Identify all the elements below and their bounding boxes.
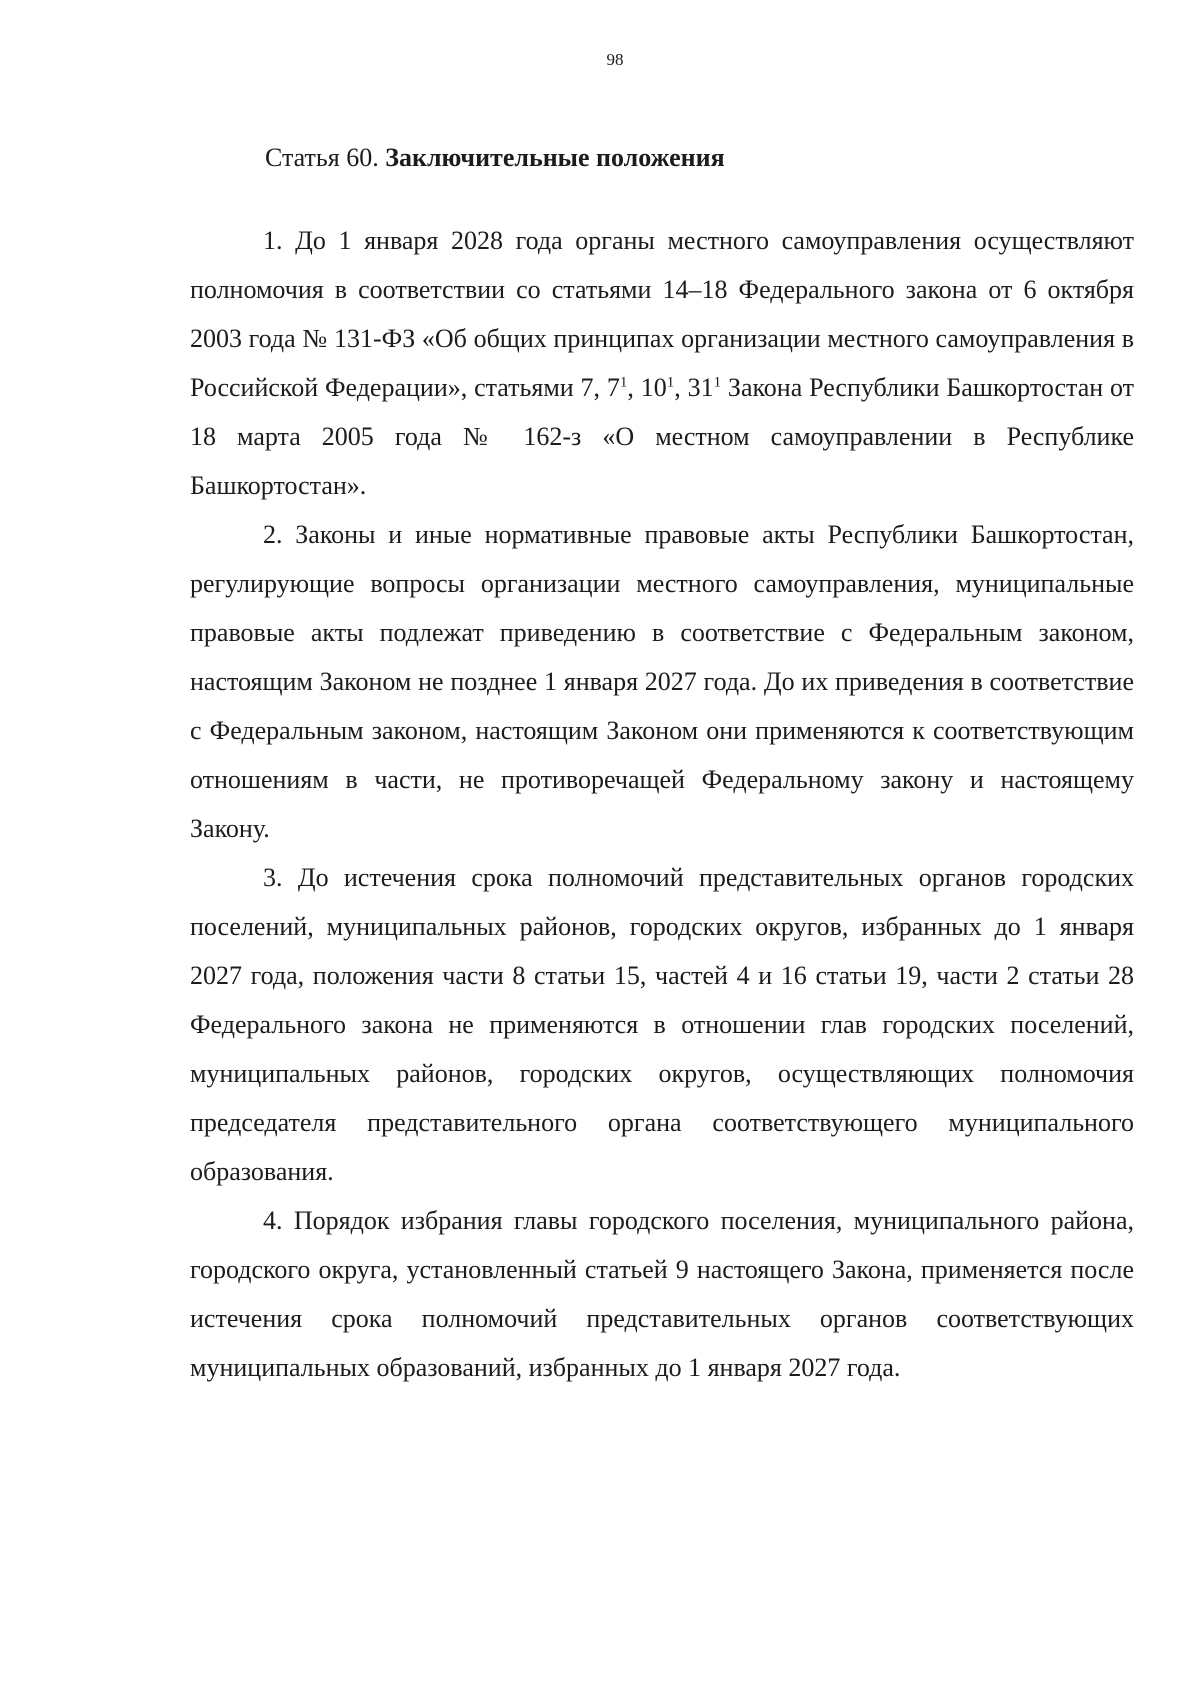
paragraph-1-text-d: Закона Республики Башкортостан от 18 марта 2005 года № 162-з «О местном самоуправлении в Республике Башкортостан». [190, 373, 1135, 500]
article-title: Заключительные положения [385, 143, 725, 172]
paragraph-2: 2. Законы и иные нормативные правовые акты Республики Башкортостан, регулирующие вопросы организации местного самоуправления, муниципальные правовые акты подлежат приведению в соответствие с Федеральным законом, настоящим Законом не позднее 1 января 2027 года. До их приведения в соответствие с Федеральным законом, настоящим Законом они применяются к соответствующим отношениям в части, не противоречащей Федеральному закону и настоящему Закону. [190, 520, 1134, 843]
superscript: 1 [619, 374, 628, 391]
page-number: 98 [606, 50, 624, 69]
article-body [190, 216, 1134, 1392]
paragraph-3: 3. До истечения срока полномочий представительных органов городских поселений, муниципальных районов, городских округов, избранных до 1 января 2027 года, положения части 8 статьи 15, частей 4 и 16 статьи 19, части 2 статьи 28 Федерального закона не применяются в отношении глав городских поселений, муниципальных районов, городских округов, осуществляющих полномочия председателя представительного органа соответствующего муниципального образования. [190, 863, 1134, 1186]
article-heading [265, 143, 725, 173]
paragraph-1 [190, 216, 1134, 510]
paragraph-4: 4. Порядок избрания главы городского поселения, муниципального района, городского округа, установленный статьей 9 настоящего Закона, применяется после истечения срока полномочий представительных органов соответствующих муниципальных образований, избранных до 1 января 2027 года. [190, 1206, 1134, 1382]
paragraph-1-text-a: 1. До 1 января 2028 года органы местного самоуправления осуществляют полномочия в соответствии со статьями 14–18 Федерального закона от 6 октября 2003 года № 131-ФЗ «Об общих принципах организации местного самоуправления в Российской Федерации», статьями 7, 7 [190, 226, 1134, 402]
article-prefix: Статья 60. [265, 143, 379, 172]
superscript: 1 [713, 374, 722, 391]
paragraph-1-text-b: , 10 [627, 373, 667, 402]
paragraph-1-text-c: , 31 [674, 373, 714, 402]
superscript: 1 [666, 374, 675, 391]
